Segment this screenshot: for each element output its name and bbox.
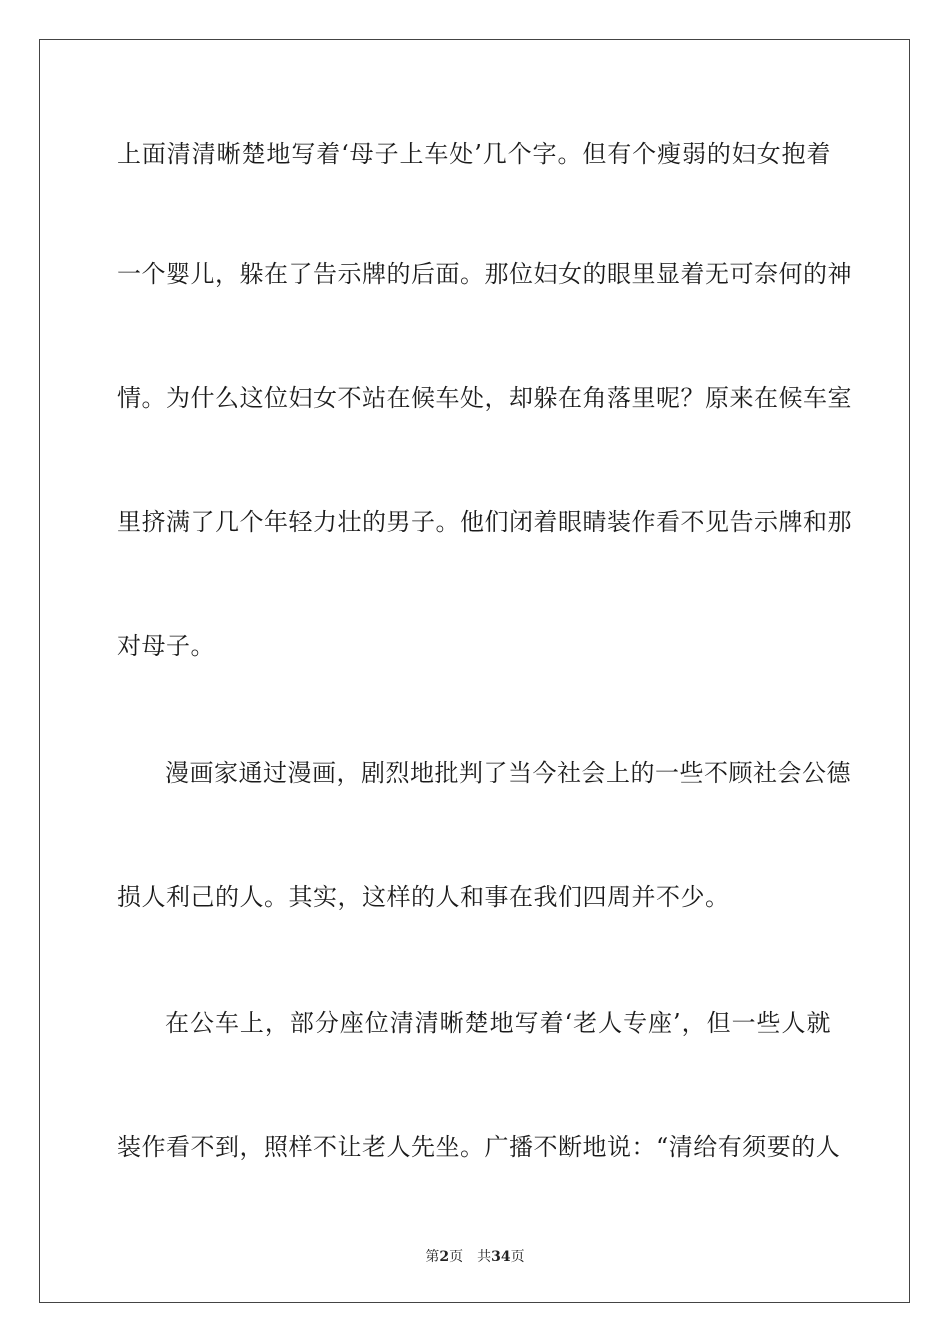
footer-page-number: 2 — [439, 1249, 450, 1265]
footer-total-prefix: 共 — [477, 1249, 492, 1265]
text-line-8: 在公车上，部分座位清清晰楚地写着‘老人专座’，但一些人就 — [165, 1009, 831, 1037]
footer-total-suffix: 页 — [510, 1249, 525, 1265]
footer-page-suffix: 页 — [449, 1249, 464, 1265]
text-line-9: 装作看不到，照样不让老人先坐。广播不断地说：“清给有须要的人 — [117, 1133, 841, 1161]
text-line-6: 漫画家通过漫画，剧烈地批判了当今社会上的一些不顾社会公德 — [165, 759, 851, 787]
text-line-3: 情。为什么这位妇女不站在候车处，却躲在角落里呢？原来在候车室 — [117, 384, 852, 412]
text-line-7: 损人利己的人。其实，这样的人和事在我们四周并不少。 — [117, 883, 730, 911]
footer-total-pages: 34 — [491, 1249, 511, 1265]
footer-page-prefix: 第 — [425, 1249, 440, 1265]
text-line-1: 上面清清晰楚地写着‘母子上车处’几个字。但有个瘦弱的妇女抱着 — [117, 140, 831, 168]
page-footer — [0, 1248, 950, 1266]
text-line-5: 对母子。 — [117, 632, 215, 660]
text-line-2: 一个婴儿，躲在了告示牌的后面。那位妇女的眼里显着无可奈何的神 — [117, 260, 852, 288]
page-frame — [39, 39, 910, 1303]
text-line-4: 里挤满了几个年轻力壮的男子。他们闭着眼睛装作看不见告示牌和那 — [117, 508, 852, 536]
